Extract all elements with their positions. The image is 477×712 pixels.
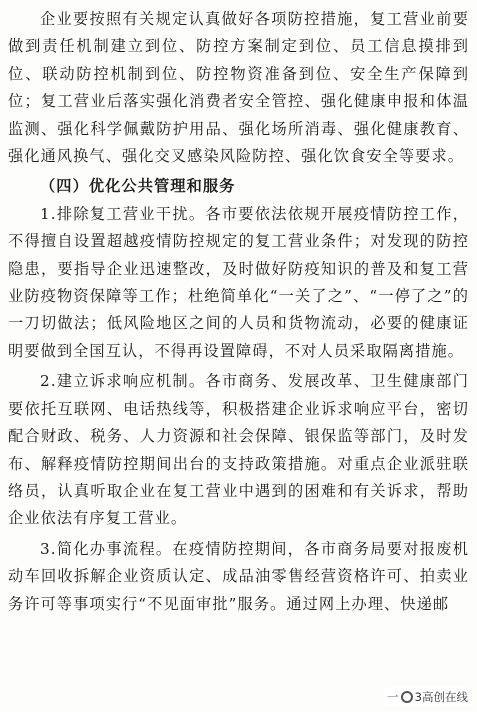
watermark (384, 687, 471, 706)
paragraph-safety-measures: 企业要按照有关规定认真做好各项防控措施，复工营业前要做到责任机制建立到位、防控方案制定到位、员工信息摸排到位、联动防控机制到位、防控物资准备到位、安全生产保障到位；复工营业后落实强化消费者安全管控、强化健康申报和体温监测、强化科学佩戴防护用品、强化场所消毒、强化健康教育、强化通风换气、强化交叉感染风险防控、强化饮食安全等要求。 (8, 10, 469, 166)
site-logo-icon (401, 691, 413, 703)
paragraph-remove-interference: 1.排除复工营业干扰。各市要依法依规开展疫情防控工作，不得擅自设置超越疫情防控规定的复工营业条件；对发现的防控隐患，要指导企业迅速整改，及时做好防疫知识的普及和复工营业防疫物资保障等工作；杜绝简单化“一关了之”、“一停了之”的一刀切做法；低风险地区之间的人员和货物流动，必要的健康证明要做到全国互认，不得再设置障碍，不对人员采取隔离措施。 (8, 204, 469, 360)
watermark-text: 3高创在线 (414, 689, 468, 704)
paragraph-response-mechanism: 2.建立诉求响应机制。各市商务、发展改革、卫生健康部门要依托互联网、电话热线等，积极搭建企业诉求响应平台，密切配合财政、税务、人力资源和社会保障、银保监等部门，及时发布、解释疫情防控期间出台的支持政策措施。对重点企业派驻联络员，认真听取企业在复工营业中遇到的困难和有关诉求，帮助企业依法有序复工营业。 (8, 372, 469, 528)
watermark-dash: 一 (386, 690, 399, 704)
paragraph-simplify-process: 3.简化办事流程。在疫情防控期间，各市商务局要对报废机动车回收拆解企业资质认定、成品油零售经营资格许可、拍卖业务许可等事项实行“不见面审批”服务。通过网上办理、快递邮 (8, 539, 469, 613)
section-heading-4: （四）优化公共管理和服务 (40, 177, 236, 196)
